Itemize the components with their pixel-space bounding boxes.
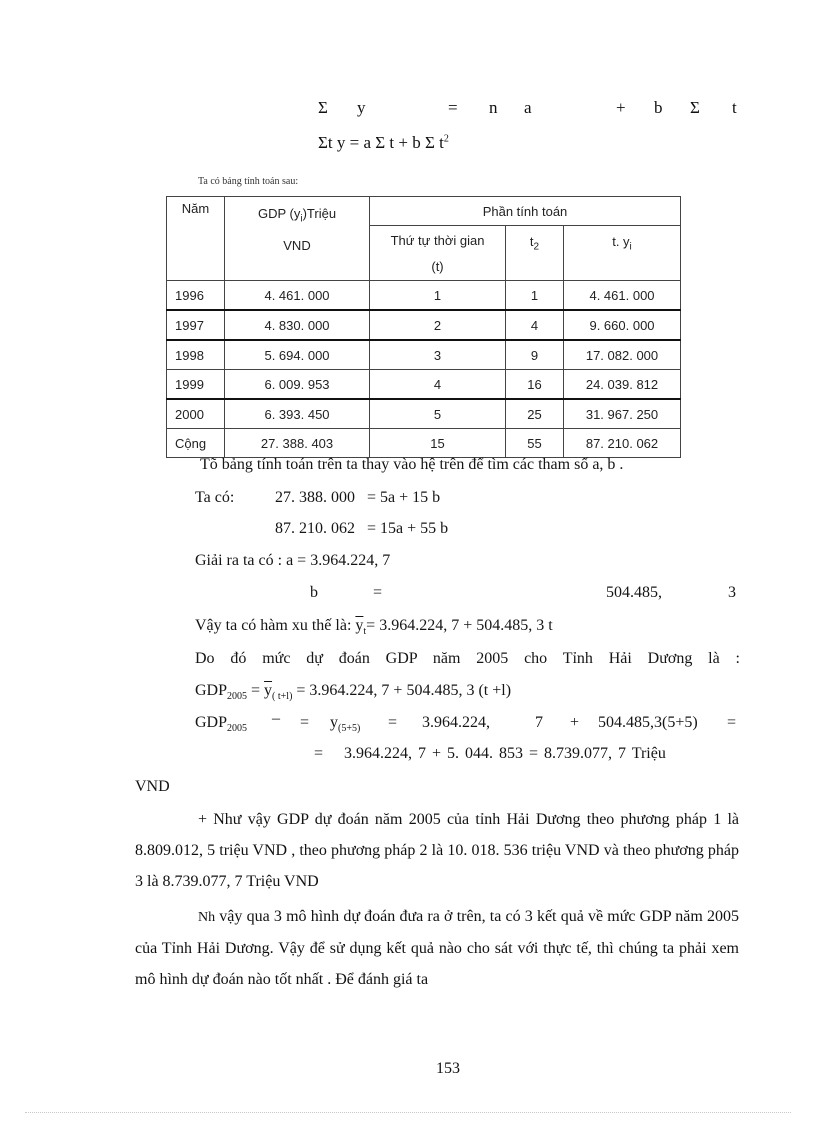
footer-divider xyxy=(25,1112,791,1113)
solution-b-label: b xyxy=(310,584,318,601)
formula-sigma: Σ xyxy=(690,98,700,117)
table-row: 1998 5. 694. 000 3 9 17. 082. 000 xyxy=(167,340,681,370)
table-row: 1997 4. 830. 000 2 4 9. 660. 000 xyxy=(167,310,681,340)
solution-a: Giải ra ta có : a = 3.964.224, 7 xyxy=(195,552,391,569)
result-eq: = xyxy=(314,745,324,762)
table-row: 1996 4. 461. 000 1 1 4. 461. 000 xyxy=(167,281,681,311)
paragraph-conclusion: Nh vậy qua 3 mô hình dự đoán đưa ra ở trên, ta có 3 kết quả về mức GDP năm 2005 của Tỉnh Hải Dương. Vậy để sử dụng kết quả nào cho sát với thực tế, thì chúng ta phải xem mô hình dự đoán nào tốt nhất . Để đánh giá ta xyxy=(135,908,739,988)
formula-2 xyxy=(318,133,449,153)
calc-v2: 7 xyxy=(535,714,543,731)
solution-b-value: 504.485, xyxy=(606,584,662,601)
table-row: 1999 6. 009. 953 4 16 24. 039. 812 xyxy=(167,370,681,400)
table-row: 2000 6. 393. 450 5 25 31. 967. 250 xyxy=(167,399,681,429)
paragraph-summary: + Như vậy GDP dự đoán năm 2005 của tỉnh Hải Dương theo phương pháp 1 là 8.809.012, 5 triệu VND , theo phương pháp 2 là 10. 018. 536 triệu VND và theo phương pháp 3 là 8.739.077, 7 Triệu VND xyxy=(135,811,739,890)
result-unit: VND xyxy=(135,778,170,795)
calc-eq: = xyxy=(300,714,310,731)
formula-term: n xyxy=(489,98,498,117)
header-t2: $t_2$ xyxy=(506,226,564,281)
calc-v3: 504.485,3(5+5) xyxy=(598,714,698,731)
page-number: 153 xyxy=(436,1060,460,1077)
formula-term: y xyxy=(357,98,366,117)
header-gdp: GDP $(y_i)Triệu$ VND xyxy=(225,197,370,281)
system-eq-1: 27. 388. 000 = 5a + 15 b xyxy=(275,489,441,506)
calc-gdp: $GDP_{2005}$ xyxy=(195,714,248,735)
formula-term: a xyxy=(524,98,532,117)
solution-b-decimal: 3 xyxy=(728,584,736,601)
table-caption: Ta có bảng tính toán sau: xyxy=(198,176,299,187)
trend-function: Vậy ta có hàm xu thế là: $\overline{y}_t= 3.964.224$, 7 + 504.485, 3 t xyxy=(195,617,553,638)
calc-eq3: = xyxy=(727,714,737,731)
ta-co-label: Ta có: xyxy=(195,489,235,506)
formula-2-sup: 2 xyxy=(443,133,449,145)
forecast-intro: Do đó mức dự đoán GDP năm 2005 cho Tỉnh Hải Dương là : xyxy=(195,650,740,667)
formula-term: b xyxy=(654,98,663,117)
calculation-table xyxy=(166,196,681,458)
calc-eq2: = xyxy=(388,714,398,731)
result-value: 3.964.224, 7 + 5. 044. 853 = 8.739.077, 7 Triệu xyxy=(344,745,666,762)
table-row-total: Cộng 27. 388. 403 15 55 87. 210. 062 xyxy=(167,429,681,458)
formula-term: + xyxy=(616,98,626,117)
header-year: Năm xyxy=(167,197,225,281)
intro-text: Tõ bảng tính toán trên ta thay vào hệ trên để tìm các tham số a, b . xyxy=(200,456,624,473)
formula-2-text: Σt y = a Σ t + b Σ t xyxy=(318,133,444,152)
calc-v1: 3.964.224, xyxy=(422,714,490,731)
header-ty: t. $y_i$ xyxy=(564,226,681,281)
formula-sigma: Σ xyxy=(318,98,328,117)
calc-y: $y_{(5+5)}$ xyxy=(330,714,361,735)
formula-term: = xyxy=(448,98,458,117)
formula-term: t xyxy=(732,98,737,117)
solution-b-eq: = xyxy=(373,584,383,601)
calc-bar: – xyxy=(272,710,280,727)
system-eq-2: 87. 210. 062 = 15a + 55 b xyxy=(275,520,449,537)
header-t: Thứ tự thời gian (t) xyxy=(370,226,506,281)
header-group: Phần tính toán xyxy=(370,197,681,226)
calc-plus: + xyxy=(570,714,580,731)
forecast-formula: $GDP_{2005} = \overline{y}_{( t+l)} = 3.964.224$, 7 + 504.485, 3 (t +l) xyxy=(195,682,512,703)
